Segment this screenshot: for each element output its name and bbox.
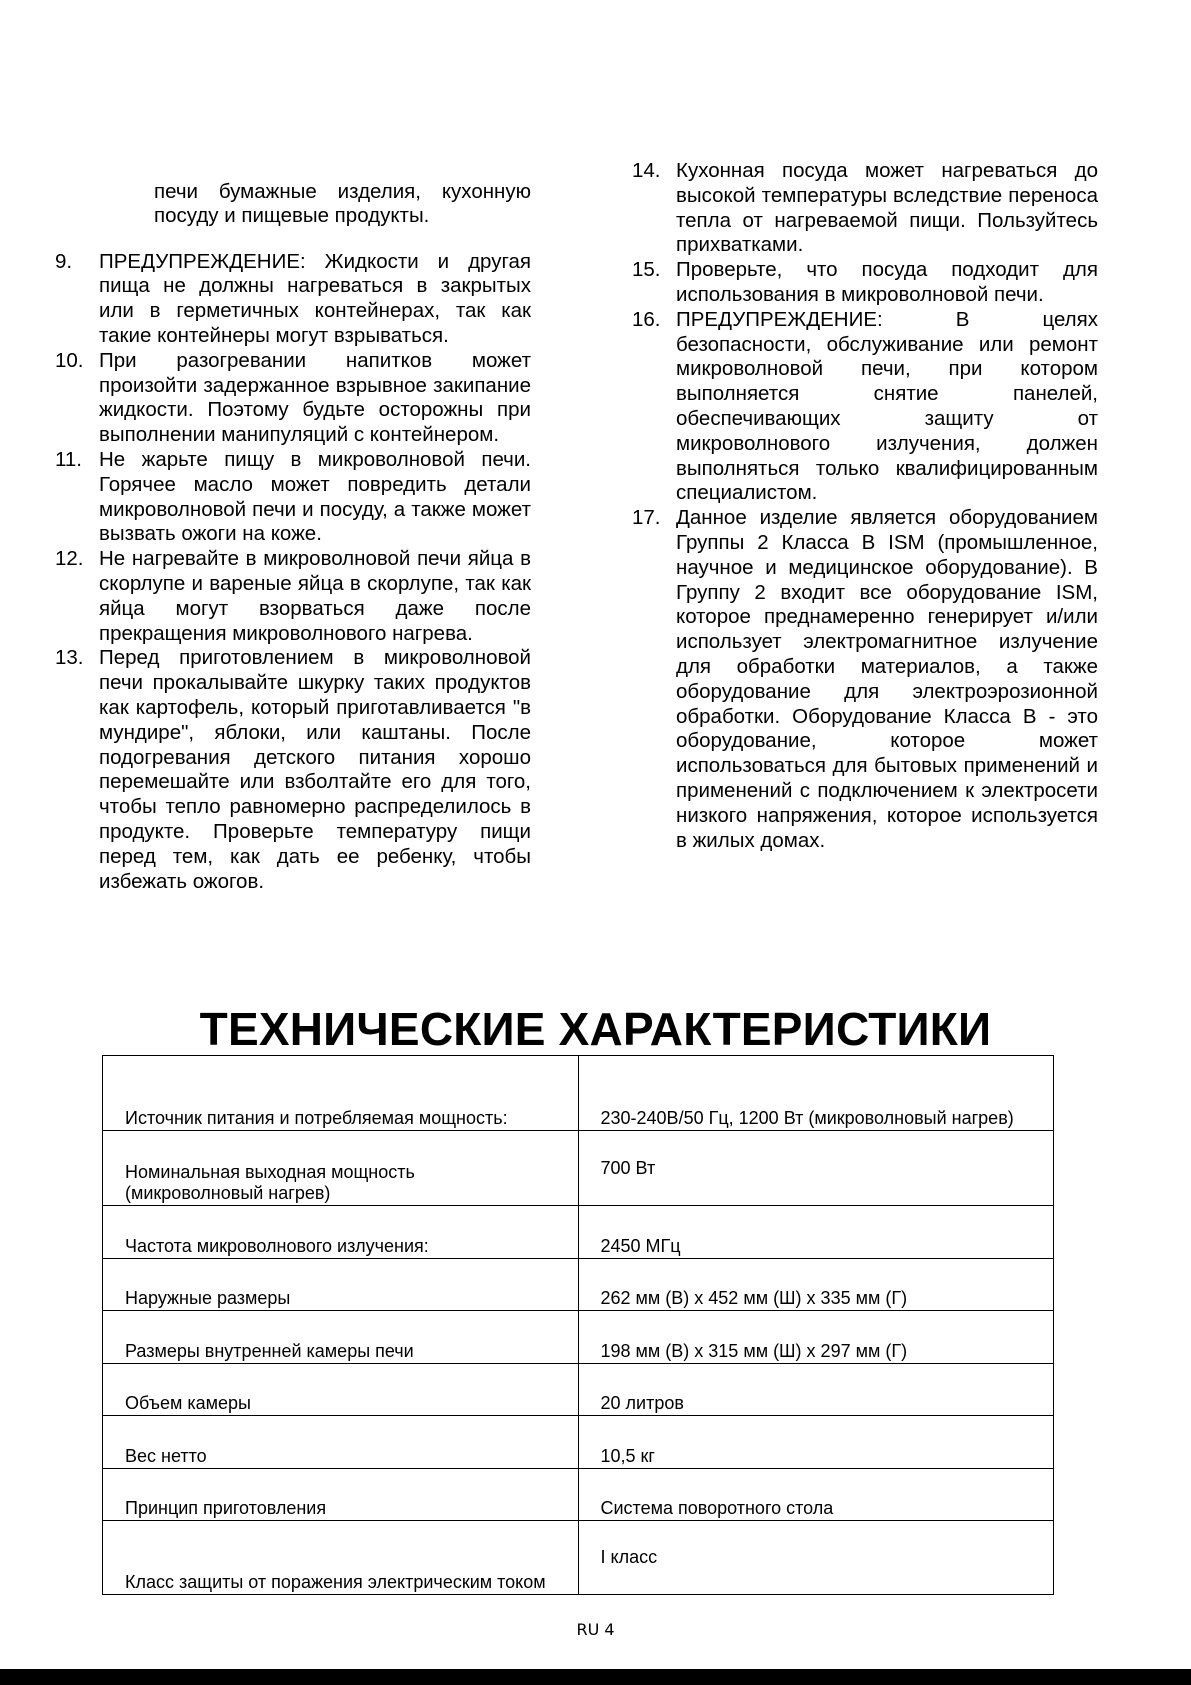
instruction-item-15 [632,258,1098,308]
spec-value: 2450 МГц [578,1206,1054,1259]
item-text: Перед приготовлением в микроволновой печи прокалывайте шкурку таких продуктов как картофель, который приготавливается "в мундире", яблоки, или каштаны. После подогревания детского питания хорошо перемешайте или взболтайте его для того, чтобы тепло равномерно распределилось в продукте. Проверьте температуру пищи перед тем, как дать ее ребенку, чтобы избежать ожогов. [99,646,531,893]
item-number: 17. [632,506,661,530]
item-text: ПРЕДУПРЕЖДЕНИЕ: В целях безопасности, обслуживание или ремонт микроволновой печи, при котором выполняется снятие панелей, обеспечивающих защиту от микроволнового излучения, должен выполняться только квалифицированным специалистом. [676,307,1098,505]
item-text: ПРЕДУПРЕЖДЕНИЕ: Жидкости и другая пища не должны нагреваться в закрытых или в герметичных контейнерах, так как такие контейнеры могут взрываться. [99,249,531,347]
page-number: RU 4 [576,1620,615,1639]
instruction-item-14 [632,159,1098,258]
table-row [103,1056,1054,1131]
instruction-item-10 [55,348,531,448]
bottom-border [0,1669,1191,1685]
table-row [103,1311,1054,1364]
item-number: 16. [632,307,661,331]
spec-value: 230-240В/50 Гц, 1200 Вт (микроволновый нагрев) [578,1056,1054,1131]
table-row [103,1131,1054,1206]
spec-value: 262 мм (В) x 452 мм (Ш) x 335 мм (Г) [578,1259,1054,1311]
continuation-text: печи бумажные изделия, кухонную посуду и пищевые продукты. [154,179,531,228]
spec-value: I класс [578,1521,1054,1595]
item-text: Данное изделие является оборудованием Группы 2 Класса B ISM (промышленное, научное и медицинское оборудование). В Группу 2 входит все оборудование ISM, которое преднамеренно генерирует и/или использует электромагнитное излучение для обработки материалов, а также оборудование для электроэрозионной обработки. Оборудование Класса B - это оборудование, которое может использоваться для бытовых применений и применений с подключением к электросети низкого напряжения, которое используется в жилых домах. [676,506,1098,852]
item-number: 15. [632,258,661,282]
spec-label: Объем камеры [103,1364,579,1416]
spec-value: 700 Вт [578,1131,1054,1206]
instruction-item-13 [55,646,531,894]
spec-value: Система поворотного стола [578,1469,1054,1521]
spec-value: 198 мм (В) x 315 мм (Ш) x 297 мм (Г) [578,1311,1054,1364]
instruction-item-17 [632,506,1098,853]
left-column [55,159,531,894]
item-text: Не нагревайте в микроволновой печи яйца в скорлупе и вареные яйца в скорлупе, так как яйца могут взорваться даже после прекращения микроволнового нагрева. [99,547,531,645]
spec-label: Частота микроволнового излучения: [103,1206,579,1259]
table-row [103,1364,1054,1416]
instruction-item-9 [55,249,531,349]
table-row [103,1521,1054,1595]
instruction-item-12 [55,547,531,646]
item-number: 14. [632,159,661,182]
instruction-item-11 [55,447,531,547]
spec-label: Принцип приготовления [103,1469,579,1521]
item-number: 10. [55,348,84,372]
spec-label: Наружные размеры [103,1259,579,1311]
spec-value: 20 литров [578,1364,1054,1416]
table-row [103,1469,1054,1521]
table-row [103,1206,1054,1259]
spec-label: Размеры внутренней камеры печи [103,1311,579,1364]
right-column [632,159,1098,853]
item-number: 13. [55,646,84,670]
item-text: Не жарьте пищу в микроволновой печи. Горячее масло может повредить детали микроволновой печи и посуду, а также может вызвать ожоги на коже. [99,447,531,546]
item-number: 11. [55,447,82,471]
spec-label: Источник питания и потребляемая мощность: [103,1056,579,1131]
specs-table [102,1055,1054,1595]
item-text: Проверьте, что посуда подходит для использования в микроволновой печи. [676,258,1098,306]
specs-title: ТЕХНИЧЕСКИЕ ХАРАКТЕРИСТИКИ [199,1003,992,1055]
item-text: Кухонная посуда может нагреваться до высокой температуры вследствие переноса тепла от нагреваемой пищи. Пользуйтесь прихватками. [676,159,1098,257]
spec-label: Вес нетто [103,1416,579,1469]
instruction-item-16 [632,307,1098,506]
item-number: 9. [55,249,73,273]
spec-label: Номинальная выходная мощность (микроволновый нагрев) [103,1131,579,1206]
table-row [103,1416,1054,1469]
spec-value: 10,5 кг [578,1416,1054,1469]
item-text: При разогревании напитков может произойти задержанное взрывное закипание жидкости. Поэтому будьте осторожны при выполнении манипуляций с контейнером. [99,348,531,447]
spec-label: Класс защиты от поражения электрическим током [103,1521,579,1595]
table-row [103,1259,1054,1311]
item-number: 12. [55,547,84,571]
